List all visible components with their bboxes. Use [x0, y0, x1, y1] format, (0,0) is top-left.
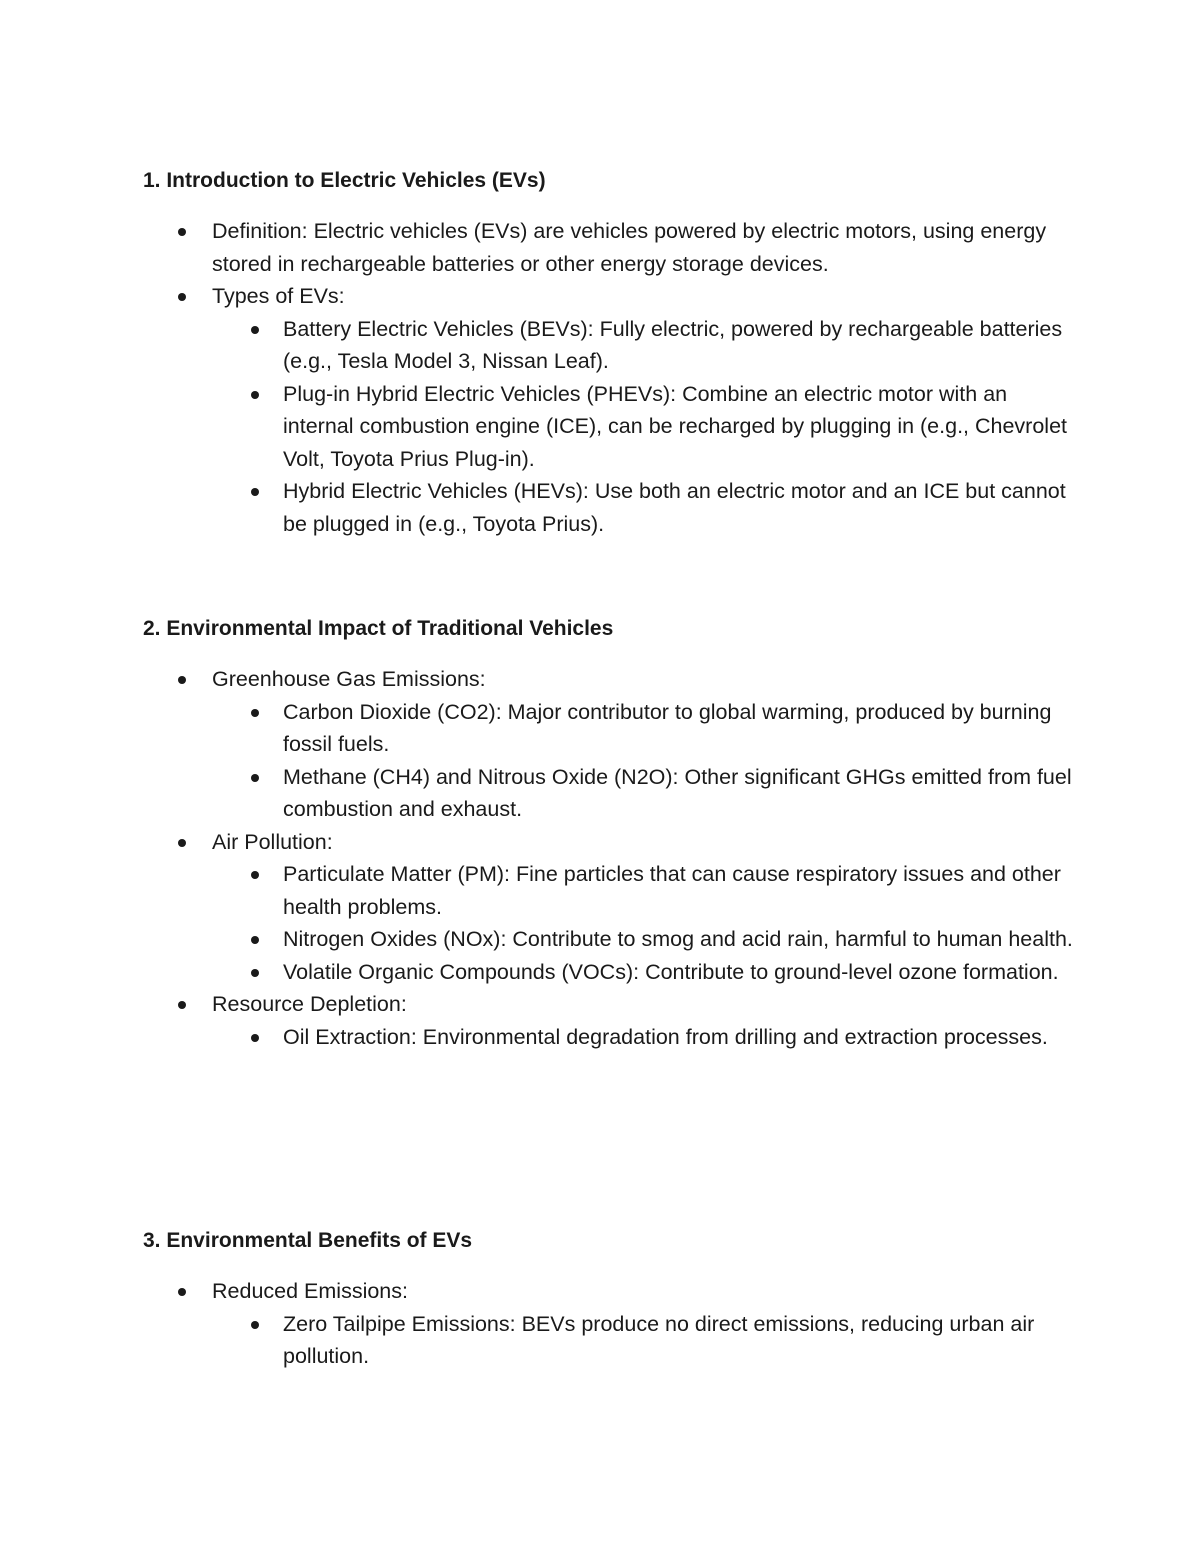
bullet-icon	[251, 709, 259, 717]
bullet-icon	[251, 488, 259, 496]
section-heading: 3. Environmental Benefits of EVs	[143, 1229, 473, 1252]
bullet-icon	[178, 1001, 186, 1009]
bullet-icon	[251, 969, 259, 977]
sub-bullet-list	[212, 858, 1073, 988]
bullet-icon	[251, 391, 259, 399]
section-environmental-benefits	[143, 1225, 1073, 1373]
section-environmental-impact	[143, 613, 1073, 1053]
list-item-text: Types of EVs:	[212, 284, 345, 308]
list-item	[212, 988, 1073, 1053]
bullet-icon	[251, 1321, 259, 1329]
list-item	[212, 1275, 1073, 1373]
sub-list-item	[283, 761, 1073, 826]
list-item	[212, 280, 1073, 540]
list-item	[212, 215, 1073, 280]
bullet-list	[143, 215, 1073, 540]
sub-list-item	[283, 1308, 1073, 1373]
sub-list-item	[283, 923, 1073, 956]
bullet-list	[143, 1275, 1073, 1373]
sub-list-item-text: Methane (CH4) and Nitrous Oxide (N2O): Other significant GHGs emitted from fuel combustion and exhaust.	[283, 764, 1072, 821]
section-heading: 1. Introduction to Electric Vehicles (EVs)	[143, 169, 546, 192]
bullet-icon	[178, 676, 186, 684]
sub-list-item-text: Hybrid Electric Vehicles (HEVs): Use both an electric motor and an ICE but cannot be plugged in (e.g., Toyota Prius).	[283, 479, 1066, 536]
sub-bullet-list	[212, 1308, 1073, 1373]
sub-bullet-list	[212, 696, 1073, 826]
bullet-icon	[251, 1034, 259, 1042]
bullet-icon	[251, 936, 259, 944]
sub-list-item-text: Particulate Matter (PM): Fine particles that can cause respiratory issues and other health problems.	[283, 862, 1061, 919]
bullet-icon	[178, 1288, 186, 1296]
sub-list-item	[283, 313, 1073, 378]
sub-list-item	[283, 378, 1073, 476]
list-item-text: Definition: Electric vehicles (EVs) are vehicles powered by electric motors, using energy stored in rechargeable batteries or other energy storage devices.	[212, 219, 1047, 276]
sub-list-item-text: Volatile Organic Compounds (VOCs): Contribute to ground-level ozone formation.	[283, 959, 1059, 984]
sub-bullet-list	[212, 1021, 1073, 1054]
bullet-icon	[251, 871, 259, 879]
bullet-icon	[178, 228, 186, 236]
sub-bullet-list	[212, 313, 1073, 541]
list-item-text: Resource Depletion:	[212, 992, 407, 1016]
bullet-icon	[251, 326, 259, 334]
sub-list-item-text: Plug-in Hybrid Electric Vehicles (PHEVs): Combine an electric motor with an internal combustion engine (ICE), can be recharged by plugging in (e.g., Chevrolet Volt, Toyota Prius Plug-in).	[283, 381, 1068, 471]
list-item	[212, 663, 1073, 826]
section-introduction	[143, 165, 1073, 540]
sub-list-item	[283, 1021, 1073, 1054]
list-item-text: Air Pollution:	[212, 829, 333, 854]
sub-list-item-text: Oil Extraction: Environmental degradation from drilling and extraction processes.	[283, 1024, 1048, 1049]
sub-list-item-text: Nitrogen Oxides (NOx): Contribute to smog and acid rain, harmful to human health.	[283, 927, 1073, 951]
section-heading: 2. Environmental Impact of Traditional Vehicles	[143, 617, 614, 640]
sub-list-item	[283, 956, 1073, 989]
sub-list-item-text: Battery Electric Vehicles (BEVs): Fully electric, powered by rechargeable batteries (e.g., Tesla Model 3, Nissan Leaf).	[283, 316, 1063, 373]
bullet-icon	[178, 839, 186, 847]
list-item	[212, 826, 1073, 989]
list-item-text: Greenhouse Gas Emissions:	[212, 667, 486, 691]
sub-list-item-text: Carbon Dioxide (CO2): Major contributor to global warming, produced by burning fossil fuels.	[283, 699, 1052, 756]
bullet-icon	[251, 774, 259, 782]
sub-list-item	[283, 475, 1073, 540]
bullet-icon	[178, 293, 186, 301]
bullet-list	[143, 663, 1073, 1053]
sub-list-item	[283, 858, 1073, 923]
list-item-text: Reduced Emissions:	[212, 1279, 408, 1303]
sub-list-item-text: Zero Tailpipe Emissions: BEVs produce no direct emissions, reducing urban air pollution.	[283, 1311, 1035, 1368]
sub-list-item	[283, 696, 1073, 761]
